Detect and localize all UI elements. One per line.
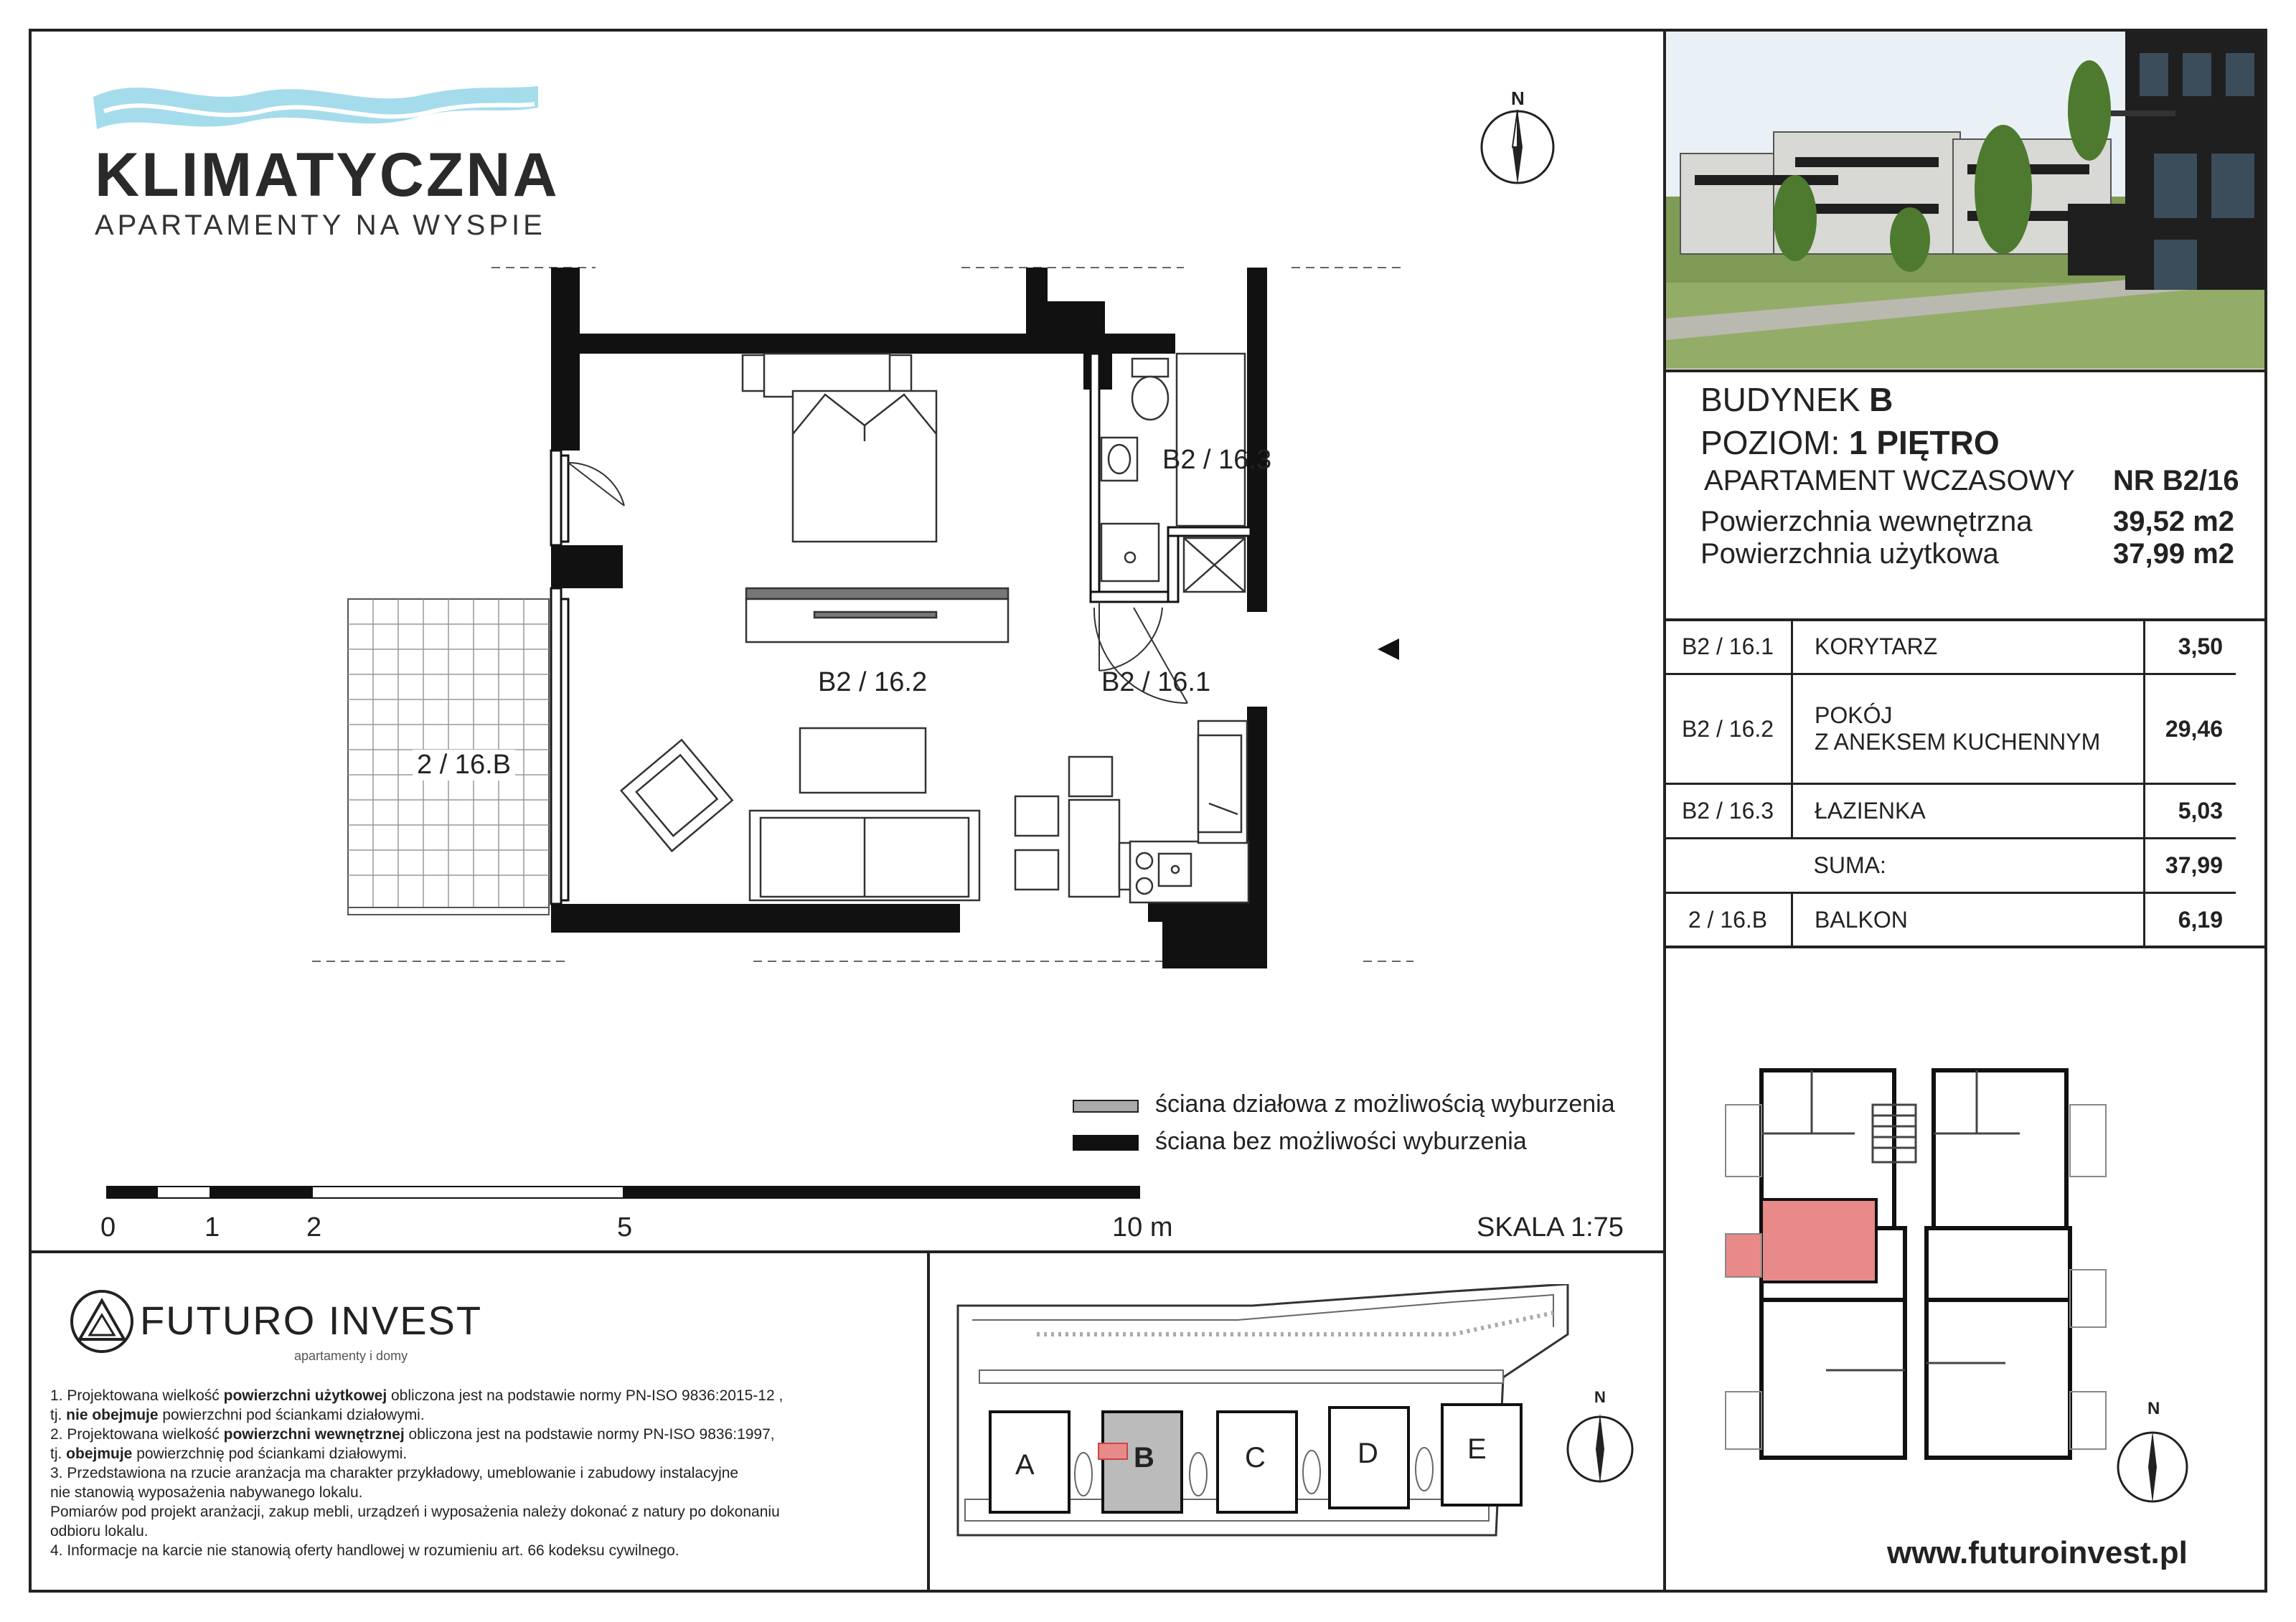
rooms-table [1665,618,2236,946]
divider-photo-bottom [1663,369,2267,372]
developer-name: FUTURO INVEST [140,1298,483,1343]
note-line-4: tj. obejmuje powierzchnię pod ściankami działowymi. [50,1446,408,1462]
note-line-2: tj. nie obejmuje powierzchni pod ściankami działowymi. [50,1407,425,1423]
note-line-1: 1. Projektowana wielkość powierzchni użytkowej obliczona jest na podstawie normy PN-ISO 9836:2015-12 , [50,1387,784,1404]
table-row [1665,620,2236,674]
building-value: B [1869,381,1893,418]
table-row [1665,784,2236,839]
legend-partition-swatch [1073,1100,1139,1113]
room-label-balcony: 2 / 16.B [413,750,515,781]
table-row [1665,674,2236,784]
divider-vertical-bottom [927,1250,930,1593]
scale-tick-5: 5 [617,1212,633,1243]
developer-tagline: apartamenty i domy [294,1349,408,1363]
room-area: 37,99 [2145,839,2236,893]
site-compass-north: N [1594,1388,1606,1406]
area-internal-value: 39,52 m2 [2113,506,2235,537]
legend-partition-label: ściana działowa z możliwością wyburzenia [1155,1090,1615,1118]
area-internal-label: Powierzchnia wewnętrzna [1700,506,2033,537]
room-label-corridor: B2 / 16.1 [1101,667,1211,697]
room-code: B2 / 16.2 [1665,674,1792,784]
room-name: ŁAZIENKA [1792,784,2145,839]
site-label-c: C [1245,1442,1266,1474]
legend-structural-swatch [1073,1135,1139,1151]
scale-tick-0: 0 [100,1212,116,1243]
key-floor-plan [1718,1062,2135,1463]
note-line-5: 3. Przedstawiona na rzucie aranżacja ma charakter przykładowy, umeblowanie i zabudowy instalacyjne [50,1465,739,1481]
key-plan-highlight [1761,1199,1876,1282]
apartment-number: NR B2/16 [2113,465,2239,496]
note-line-3: 2. Projektowana wielkość powierzchni wewnętrznej obliczona jest na podstawie normy PN-ISO 9836:1997, [50,1426,775,1443]
room-code: B2 / 16.3 [1665,784,1792,839]
legal-notes [50,1386,926,1560]
site-label-e: E [1467,1433,1487,1465]
kitchen [1130,721,1248,902]
site-label-d: D [1358,1438,1378,1469]
room-area: 6,19 [2145,893,2236,947]
scale-tick-2: 2 [306,1212,322,1243]
apartment-line: APARTAMENT WCZASOWY [1704,465,2076,496]
scale-tick-1: 1 [204,1212,220,1243]
room-area: 29,46 [2145,674,2236,784]
building-render [1666,32,2264,369]
entrance-arrow [1378,638,1399,660]
legend-structural-label: ściana bez możliwości wyburzenia [1155,1128,1527,1155]
area-usable-label: Powierzchnia użytkowa [1700,538,1999,570]
site-plan [951,1284,1575,1578]
armchair [621,740,733,851]
key-compass-icon [2113,1406,2192,1507]
note-line-8: odbioru lokalu. [50,1523,149,1540]
table-row [1665,893,2236,947]
compass-north-label: N [1511,88,1525,109]
table-row [1665,839,2236,893]
wardrobe [746,588,1008,642]
floor-plan [309,262,1428,972]
bed [743,354,936,542]
website-link[interactable]: www.futuroinvest.pl [1887,1535,2188,1570]
room-name: POKÓJ Z ANEKSEM KUCHENNYM [1792,674,2145,784]
room-code [1665,839,1792,893]
room-label-living: B2 / 16.2 [818,667,928,697]
scale-tick-10: 10 m [1112,1212,1173,1243]
wave-logo [90,75,542,143]
living-furniture [750,728,979,900]
level-value: 1 PIĘTRO [1849,424,2000,461]
building-line: BUDYNEK B [1700,381,1893,418]
divider-horizontal-bottom [29,1250,1665,1253]
room-name: SUMA: [1792,839,2145,893]
area-usable-value: 37,99 m2 [2113,538,2235,570]
room-area: 5,03 [2145,784,2236,839]
level-line: POZIOM: 1 PIĘTRO [1700,424,2000,461]
scale-bar [106,1185,1143,1201]
room-area: 3,50 [2145,620,2236,674]
brand-subtitle: APARTAMENTY NA WYSPIE [95,209,546,241]
note-line-6: nie stanowią wyposażenia nabywanego lokalu. [50,1484,363,1501]
site-label-a: A [1015,1449,1035,1481]
site-label-b: B [1134,1442,1154,1474]
room-label-bathroom: B2 / 16.3 [1162,445,1272,475]
room-name: BALKON [1792,893,2145,947]
room-name: KORYTARZ [1792,620,2145,674]
room-code: B2 / 16.1 [1665,620,1792,674]
scale-label: SKALA 1:75 [1477,1212,1624,1243]
futuro-logo-icon [68,1288,136,1356]
note-line-7: Pomiarów pod projekt aranżacji, zakup mebli, urządzeń i wyposażenia należy dokonać z natury po dokonaniu [50,1504,780,1520]
brand-title: KLIMATYCZNA [95,141,560,209]
note-line-9: 4. Informacje na karcie nie stanowią oferty handlowej w rozumieniu art. 66 kodeksu cywilnego. [50,1542,679,1559]
room-code: 2 / 16.B [1665,893,1792,947]
key-compass-north: N [2147,1399,2160,1418]
